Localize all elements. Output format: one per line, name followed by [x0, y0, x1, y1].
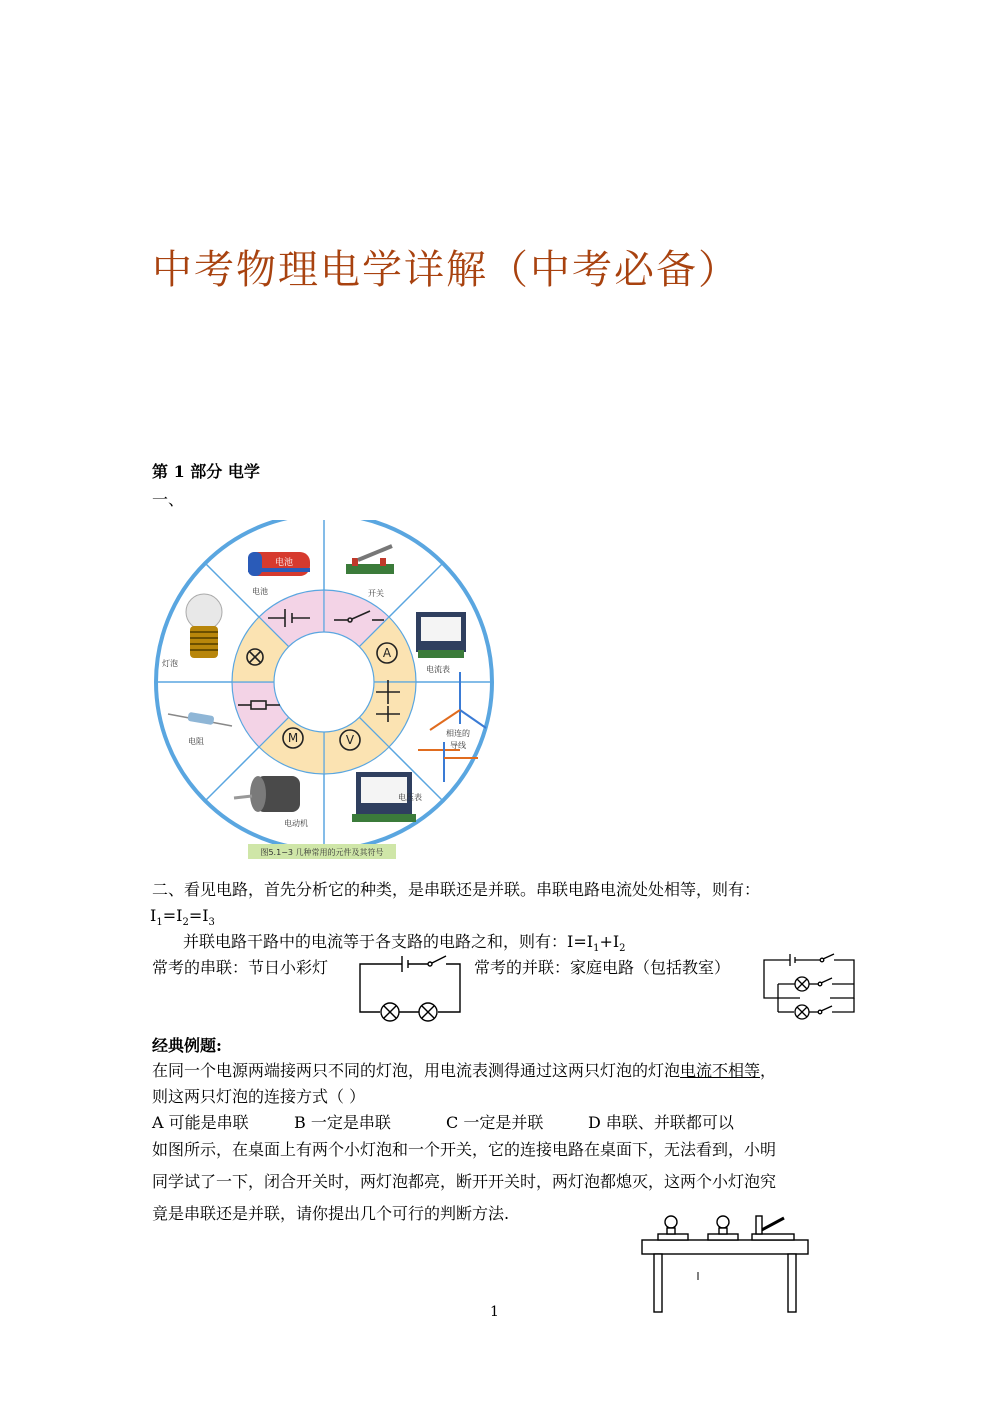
label-connected-wires-2: 导线 [450, 741, 466, 750]
battery-picture-text: 电池 [274, 558, 294, 568]
q1-option-c: C 一定是并联 [446, 1113, 544, 1132]
q2-line3: 竟是串联还是并联，请你提出几个可行的判断方法. [152, 1204, 510, 1223]
series-circuit-diagram [356, 952, 464, 1026]
label-bulb: 灯泡 [162, 659, 178, 668]
q1-option-a: A 可能是串联 [152, 1113, 249, 1132]
section-heading: 第 1 部分 电学 [152, 462, 260, 481]
q1-option-d: D 串联、并联都可以 [588, 1113, 734, 1132]
label-switch: 开关 [368, 589, 384, 598]
battery-picture [248, 552, 310, 576]
q1-line2: 则这两只灯泡的连接方式（ ） [152, 1087, 366, 1106]
examples-heading: 经典例题: [152, 1036, 222, 1055]
formula-series: $I_1=I_2=I_3$ [150, 906, 215, 929]
label-voltmeter: 电压表 [398, 793, 422, 802]
label-battery: 电池 [252, 587, 268, 596]
series-example: 常考的串联：节日小彩灯 [152, 958, 329, 977]
label-ammeter: 电流表 [426, 665, 450, 674]
ammeter-picture [416, 612, 466, 658]
q1-option-b: B 一定是串联 [294, 1113, 391, 1132]
voltmeter-symbol-letter: V [345, 733, 355, 747]
label-resistor: 电阻 [188, 737, 204, 746]
label-motor: 电动机 [284, 819, 308, 828]
q2-line2: 同学试了一下，闭合开关时，两灯泡都亮，断开开关时，两灯泡都熄灭，这两个小灯泡究 [152, 1172, 777, 1191]
parallel-circuit-diagram [760, 950, 860, 1024]
motor-symbol-letter: M [287, 731, 299, 745]
q1-line1: 在同一个电源两端接两只不同的灯泡，用电流表测得通过这两只灯泡的灯泡电流不相等， [152, 1061, 777, 1080]
item-one-marker: 一、 [152, 490, 185, 509]
table-bulbs-switch-drawing [638, 1210, 812, 1314]
parallel-example: 常考的并联：家庭电路（包括教室） [474, 958, 731, 977]
page-number: 1 [490, 1304, 499, 1320]
q2-line1: 如图所示，在桌面上有两个小灯泡和一个开关，它的连接电路在桌面下，无法看到，小明 [152, 1140, 777, 1159]
document-title: 中考物理电学详解（中考必备） [152, 247, 740, 293]
para2-line1: 二、看见电路，首先分析它的种类，是串联还是并联。串联电路电流处处相等，则有： [152, 880, 761, 899]
figure-caption: 图5.1−3 几种常用的元件及其符号 [260, 848, 384, 857]
para2-line3: 并联电路干路中的电流等于各支路的电路之和，则有：$I=I_1+I_2$ [183, 932, 626, 955]
components-symbols-figure [148, 520, 500, 865]
ammeter-symbol-letter: A [382, 646, 392, 660]
label-connected-wires-1: 相连的 [446, 729, 470, 738]
